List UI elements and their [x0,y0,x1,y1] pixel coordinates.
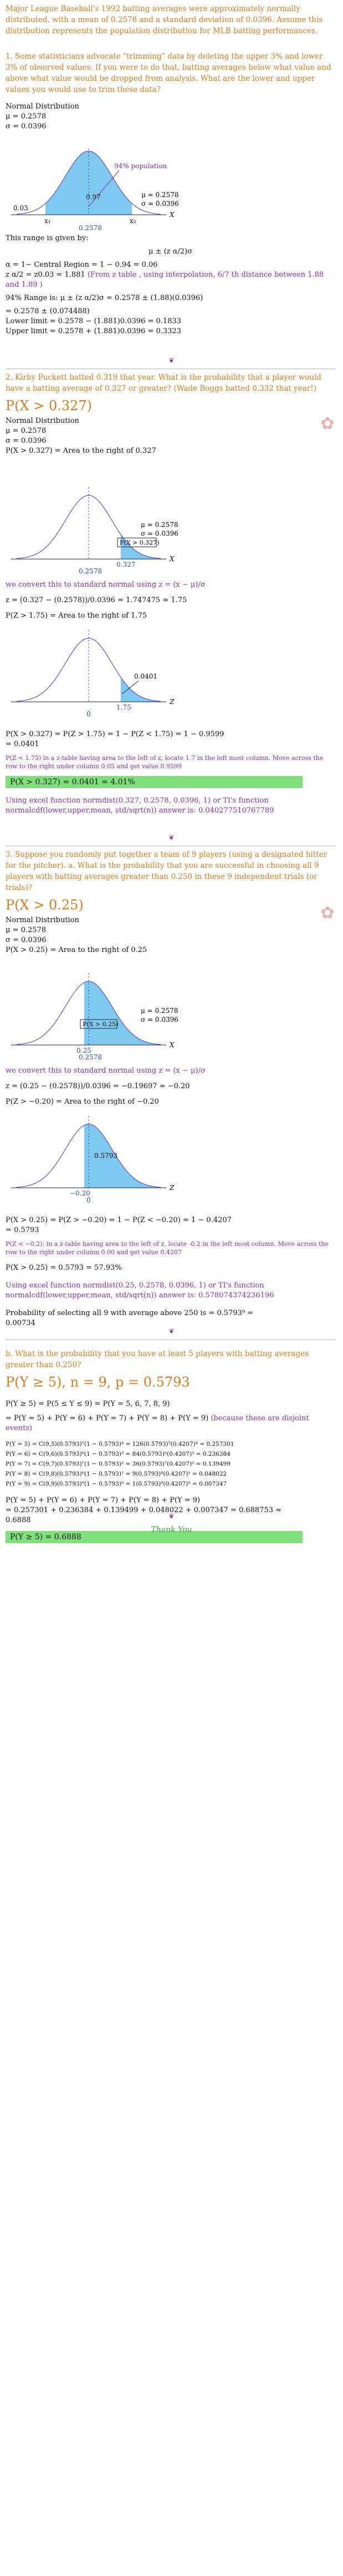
q2-nd-label: Normal Distribution [6,417,79,425]
q3b-rows [6,1439,335,1489]
q3-chart1-sigma: σ = 0.0396 [141,1016,178,1023]
q3b-row-9: P(Y = 9) = C(9,9)(0.5793)⁹(1 − 0.5793)⁰ = 1(0.5793)⁹(0.4207)⁰ = 0.007347 [6,1481,227,1487]
q1-lower: Lower limit = 0.2578 − (1.881)0.0396 = 0.1833 [6,317,181,325]
q3b-row-8: P(Y = 8) = C(9,8)(0.5793)⁸(1 − 0.5793)¹ = 9(0.5793)⁸(0.4207)¹ = 0.048022 [6,1471,227,1477]
q3-chart2-axis-label: Z [170,1184,175,1192]
q1-area-label: 0.97 [86,193,101,201]
q1-work [6,234,335,337]
q1-x2-label: x₂ [130,217,136,225]
q2-chart1-sigma: σ = 0.0396 [141,530,178,537]
q3-chart1-mu: μ = 0.2578 [141,1007,178,1015]
q3-section [6,849,335,955]
q1-chart [6,137,188,231]
q3b-sum1: P(Y = 5) + P(Y = 6) + P(Y = 7) + P(Y = 8) + P(Y = 9) [6,1496,201,1504]
q2-chart1 [6,476,188,576]
q2-sigma: σ = 0.0396 [6,437,47,445]
q2-chart2-mark: 1.75 [116,704,131,711]
thank-you: Thank You [151,1525,192,1534]
q2-chart2-tail-area [121,677,161,702]
q3-area-line: P(X > 0.25) = Area to the right of 0.25 [6,946,147,954]
q2-chart2-center: 0 [86,710,91,718]
q2-result [6,730,335,816]
q3-calc2: = 0.5793 [6,1226,39,1234]
q2-mu: μ = 0.2578 [6,427,47,435]
q2-calc: P(X > 0.327) = P(Z > 1.75) = 1 − P(Z < 1.75) = 1 − 0.9599 [6,730,224,738]
q2-big: P(X > 0.327) [6,398,93,413]
q3-excel: Using excel function normdist(0.25, 0.2578, 0.0396, 1) or TI's function normalcdf(lower,upper,mean, std/sqrt(n)) answer is: 0.578074374236196 [6,1281,274,1300]
q3-chart1-box-label: P(X > 0.25) [83,1021,119,1028]
q3-result [6,1215,335,1328]
q2-excel: Using excel function normdist(0.327, 0.2578, 0.0396, 1) or TI's function normalcdf(lower,upper,mean, std/sqrt(n)) answer is: 0.040277510767789 [6,796,274,815]
q3-calc: P(X > 0.25) = P(Z > −0.20) = 1 − P(Z < −0.20) = 1 − 0.4207 [6,1216,232,1224]
q1-callout: 94% population [114,162,167,170]
q3b-result-box: P(Y ≥ 5) = 0.6888 [6,1531,303,1543]
watermark-logo-1: ✿ [320,414,335,433]
q3-chart1 [6,962,188,1062]
q1-center-label: 0.2578 [79,224,102,231]
q2-chart1-center: 0.2578 [79,567,102,575]
q2-convert: we convert this to standard normal using z = (x − μ)/σ [6,581,206,589]
q3-area-z: P(Z > −0.20) = Area to the right of −0.20 [6,1098,159,1106]
divider-3 [6,1339,335,1340]
q3-result-line: P(X > 0.25) = 0.5793 = 57.93% [6,1264,122,1272]
q2-chart1-axis-label: X [170,555,175,563]
q1-formula: μ ± (z α/2)σ [148,247,193,256]
q1-tail-label: 0.03 [13,204,28,212]
q3-sigma: σ = 0.0396 [6,936,47,944]
q1-range-result: = 0.2578 ± (0.074488) [6,307,90,315]
q1-nd-label: Normal Distribution [6,102,79,111]
q3-big: P(X > 0.25) [6,897,84,913]
q1-z: z α/2 = z0.03 = 1.881 [6,271,85,279]
q1-question: 1. Some statisticians advocate "trimming" data by deleting the upper 3% and lower 3% of observed values. If you were to do that, batting averages below what value and above what value would be dropped from analysis. What are the lower and upper values you would use to trim these data? [6,52,331,94]
q3-note: P(Z < −0.2): in a z-table having area to the left of z, locate -0.2 in the left most column. Move across the row to the right under column 0.00 and get value 0.4207 [6,1240,329,1256]
q1-axis-label: X [170,211,175,219]
q3b-sum3: 0.6888 [6,1516,31,1524]
q3-z-calc: z = (0.25 − (0.2578))/0.0396 = −0.19697 ≈ −0.20 [6,1082,190,1090]
q3-chart1-mark: 0.25 [76,1047,91,1054]
q2-chart1-mark: 0.327 [116,561,136,568]
q3-question: 3. Suppose you randomly put together a team of 9 players (using a designated hitter for the pitcher). a. What is the probability that you are successful in choosing all 9 players with batting averages greater than 0.250 in these 9 independent trials (or trials)? [6,850,327,892]
intro-text: Major League Baseball's 1992 batting averages were approximately normally distributed, with a mean of 0.2578 and a standard deviation of 0.0396. Assume this distribution represents the population distribution for MLB batting performances. [6,4,323,35]
q3-chart1-center: 0.2578 [79,1053,102,1061]
q1-section [6,51,335,132]
q3b-row-7: P(Y = 7) = C(9,7)(0.5793)⁷(1 − 0.5793)² = 36(0.5793)⁷(0.4207)² = 0.139499 [6,1461,231,1467]
q1-range-given: This range is given by: [6,234,89,242]
q2-result-box: P(X > 0.327) = 0.0401 = 4.01% [6,776,303,788]
q1-range-line: 94% Range is: μ ± (z α/2)σ = 0.2578 ± (1.88)(0.0396) [6,294,203,302]
intro-section [6,3,335,37]
q1-sigma: σ = 0.0396 [6,122,47,131]
ornament-4: ❦ [168,1512,175,1520]
q3-chart1-axis-label: X [170,1041,175,1049]
q3-convert: we convert this to standard normal using z = (x − μ)/σ [6,1067,206,1075]
q3-work [6,1066,335,1107]
q1-mu: μ = 0.2578 [6,112,47,121]
q3b-line1: P(Y ≥ 5) = P(5 ≤ Y ≤ 9) = P(Y = 5, 6, 7, 8, 9) [6,1400,170,1408]
q3b-row-6: P(Y = 6) = C(9,6)(0.5793)⁶(1 − 0.5793)³ = 84(0.5793)⁶(0.4207)³ = 0.236384 [6,1451,231,1457]
q3-all9-val: 0.00734 [6,1319,35,1327]
q3-chart2-center: 0 [86,1196,91,1204]
q1-upper: Upper limit = 0.2578 + (1.881)0.0396 = 0.3323 [6,327,181,335]
q3-chart2-mark: −0.20 [70,1189,90,1197]
ornament-1: ❦ [168,356,175,364]
q2-chart2 [6,619,188,718]
q1-x1-label: x₁ [44,217,51,225]
q2-chart2-axis-label: Z [170,698,175,706]
q2-area-line: P(X > 0.327) = Area to the right of 0.327 [6,447,156,455]
q3b-big: P(Y ≥ 5), n = 9, p = 0.5793 [6,1374,190,1390]
q3-chart2 [6,1105,188,1204]
q3b-line2: = P(Y = 5) + P(Y = 6) + P(Y = 7) + P(Y = 8) + P(Y = 9) [6,1414,209,1423]
q3-nd-label: Normal Distribution [6,916,79,924]
q3b-sum2: = 0.257301 + 0.236384 + 0.139499 + 0.048022 + 0.007347 = 0.688753 ≈ [6,1506,282,1514]
q3b-line2-row [6,1414,335,1434]
q2-chart2-tail-label: 0.0401 [134,673,157,680]
watermark-logo-2: ✿ [320,903,335,923]
q3b-question: b. What is the probability that you have at least 5 players with batting averages greater than 0.250? [6,1349,309,1369]
q2-question: 2. Kirby Puckett batted 0.319 that year. What is the probability that a player would have a batting average of 0.327 or greater? (Wade Boggs batted 0.332 that year!) [6,373,321,393]
q2-chart1-mu: μ = 0.2578 [141,521,178,529]
q1-z-row [6,270,335,290]
q2-note: P(Z < 1.75) in a z-table having area to the left of z, locate 1.7 in the left most column. Move across the row to the right under column 0.05 and get value 0.9599 [6,754,324,770]
q2-work [6,580,335,621]
q2-section [6,372,335,456]
q3b-line2-note: (because these are disjoint events) [6,1414,309,1432]
q1-sigma-label: σ = 0.0396 [141,200,179,208]
q2-calc2: = 0.0401 [6,740,39,748]
q2-area-z: P(Z > 1.75) = Area to the right of 1.75 [6,612,147,620]
q2-result-row [6,776,335,788]
ornament-3: ❦ [168,1327,175,1335]
q1-mu-label: μ = 0.2578 [141,191,179,199]
q2-chart1-box-label: P(X > 0.327) [120,539,160,546]
q3-all9: Probability of selecting all 9 with average above 250 is = 0.5793⁹ = [6,1309,254,1317]
q3-mu: μ = 0.2578 [6,926,47,934]
q1-z-note: (From z table , using interpolation, 6/7 th distance between 1.88 and 1.89 ) [6,271,324,289]
q1-alpha: α = 1− Central Region = 1 − 0.94 = 0.06 [6,261,158,269]
q3-chart2-area-label: 0.5793 [94,1152,117,1160]
q3b-row-5: P(Y = 5) = C(9,5)(0.5793)⁵(1 − 0.5793)⁴ = 126(0.5793)⁵(0.4207)⁴ = 0.257301 [6,1441,234,1447]
q2-z-calc: z = (0.327 − (0.2578))/0.0396 = 1.747475 ≈ 1.75 [6,596,187,604]
ornament-2: ❦ [168,834,175,841]
